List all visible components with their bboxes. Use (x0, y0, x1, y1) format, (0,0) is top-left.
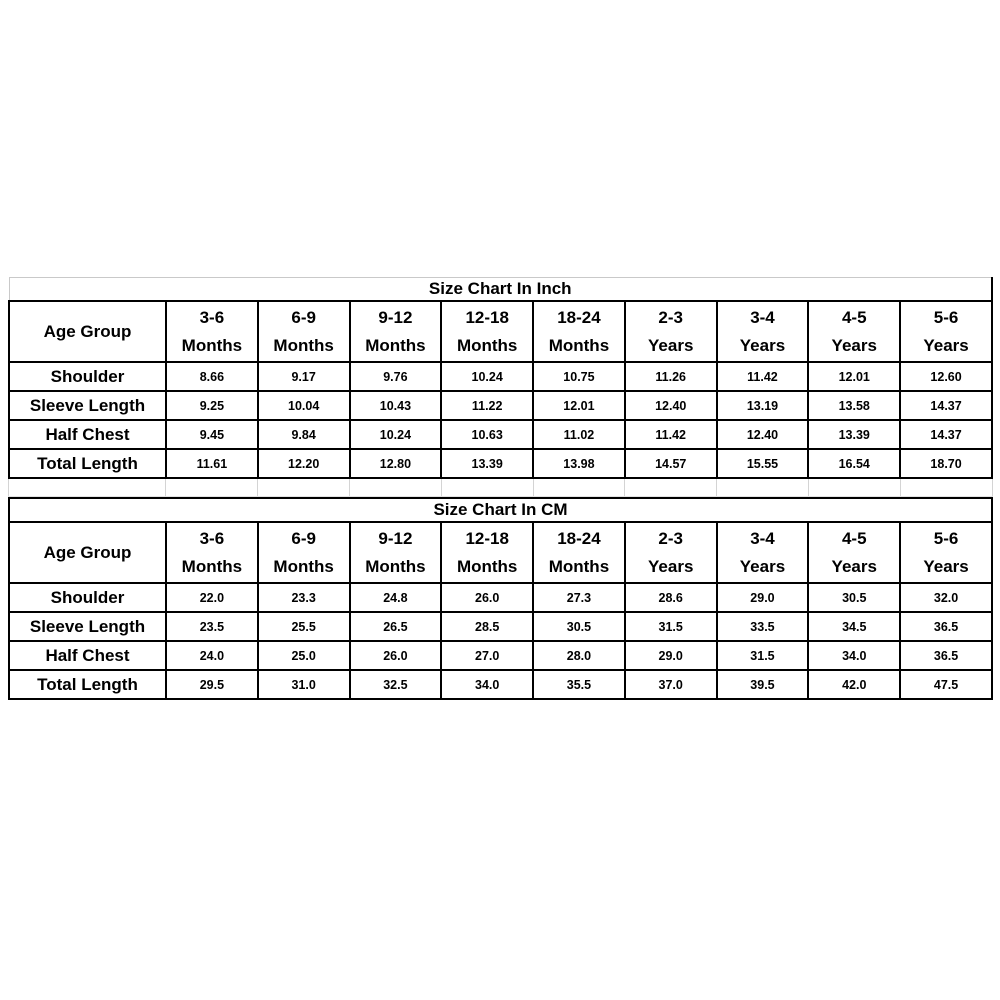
size-value: 26.0 (441, 583, 533, 612)
size-value: 12.60 (900, 362, 992, 391)
size-value: 14.57 (625, 449, 717, 478)
column-header-unit: Years (739, 335, 786, 355)
column-header-unit: Months (181, 335, 243, 355)
size-value: 22.0 (166, 583, 258, 612)
size-value: 13.58 (808, 391, 900, 420)
column-header-unit: Months (456, 556, 518, 576)
size-value: 11.26 (625, 362, 717, 391)
inch-column-header-6-9-months (258, 301, 350, 362)
inch-column-header-9-12-months (350, 301, 442, 362)
size-value: 27.0 (441, 641, 533, 670)
column-header-range: 3-6 (199, 528, 225, 548)
row-label: Shoulder (9, 583, 166, 612)
inch-table-title: Size Chart In Inch (9, 278, 992, 302)
column-header-unit: Months (273, 556, 334, 576)
size-value: 11.42 (625, 420, 717, 449)
size-value: 15.55 (717, 449, 809, 478)
size-value: 28.6 (625, 583, 717, 612)
size-value: 13.39 (441, 449, 533, 478)
size-value: 34.0 (441, 670, 533, 699)
cm-total-length-row (9, 670, 992, 699)
inch-total-length-row (9, 449, 992, 478)
size-value: 11.61 (166, 449, 258, 478)
size-value: 10.24 (441, 362, 533, 391)
inch-age-group-header: Age Group (9, 301, 166, 362)
inch-half-chest-row (9, 420, 992, 449)
column-header-range: 5-6 (933, 307, 959, 327)
column-header-unit: Years (739, 556, 786, 576)
size-value: 37.0 (625, 670, 717, 699)
size-value: 28.0 (533, 641, 625, 670)
column-header-range: 18-24 (557, 528, 601, 548)
size-value: 13.98 (533, 449, 625, 478)
cm-table-title: Size Chart In CM (9, 498, 992, 522)
size-value: 12.40 (625, 391, 717, 420)
column-header-unit: Months (181, 556, 243, 576)
size-value: 34.5 (808, 612, 900, 641)
column-header-range: 12-18 (465, 307, 509, 327)
inch-column-header-3-4-years (717, 301, 809, 362)
size-value: 14.37 (900, 391, 992, 420)
size-value: 11.42 (717, 362, 809, 391)
column-header-unit: Months (548, 556, 610, 576)
size-value: 12.01 (533, 391, 625, 420)
size-value: 10.43 (350, 391, 442, 420)
size-value: 24.8 (350, 583, 442, 612)
column-header-range: 12-18 (465, 528, 509, 548)
column-header-unit: Months (365, 556, 426, 576)
inch-column-header-2-3-years (625, 301, 717, 362)
size-chart-cm-table (8, 497, 993, 700)
row-label: Half Chest (9, 420, 166, 449)
empty-grid-row (8, 479, 993, 497)
cm-shoulder-row (9, 583, 992, 612)
size-value: 14.37 (900, 420, 992, 449)
size-value: 10.24 (350, 420, 442, 449)
size-value: 29.0 (625, 641, 717, 670)
column-header-unit: Months (273, 335, 334, 355)
size-value: 9.25 (166, 391, 258, 420)
size-value: 26.5 (350, 612, 442, 641)
column-header-unit: Years (831, 556, 877, 576)
size-value: 42.0 (808, 670, 900, 699)
size-value: 35.5 (533, 670, 625, 699)
size-value: 25.5 (258, 612, 350, 641)
size-value: 11.02 (533, 420, 625, 449)
size-value: 30.5 (808, 583, 900, 612)
row-label: Shoulder (9, 362, 166, 391)
size-value: 9.45 (166, 420, 258, 449)
cm-column-header-3-4-years (717, 522, 809, 583)
size-value: 13.19 (717, 391, 809, 420)
cm-column-header-5-6-years (900, 522, 992, 583)
size-value: 23.3 (258, 583, 350, 612)
column-header-range: 4-5 (841, 528, 867, 548)
size-value: 8.66 (166, 362, 258, 391)
cm-sleeve-length-row (9, 612, 992, 641)
inch-column-header-18-24-months (533, 301, 625, 362)
size-value: 9.84 (258, 420, 350, 449)
size-value: 25.0 (258, 641, 350, 670)
size-value: 12.01 (808, 362, 900, 391)
size-value: 10.75 (533, 362, 625, 391)
size-value: 36.5 (900, 641, 992, 670)
inch-column-header-5-6-years (900, 301, 992, 362)
cm-column-header-18-24-months (533, 522, 625, 583)
column-header-range: 6-9 (291, 528, 316, 548)
column-header-unit: Years (923, 335, 969, 355)
column-header-range: 3-4 (750, 528, 775, 548)
size-value: 24.0 (166, 641, 258, 670)
cm-column-header-3-6-months (166, 522, 258, 583)
size-value: 32.0 (900, 583, 992, 612)
column-header-unit: Months (456, 335, 518, 355)
size-value: 34.0 (808, 641, 900, 670)
size-value: 18.70 (900, 449, 992, 478)
column-header-unit: Months (548, 335, 610, 355)
column-header-range: 3-6 (199, 307, 225, 327)
size-value: 23.5 (166, 612, 258, 641)
column-header-unit: Years (648, 335, 694, 355)
row-label: Sleeve Length (9, 391, 166, 420)
size-value: 31.5 (717, 641, 809, 670)
cm-column-header-6-9-months (258, 522, 350, 583)
cm-column-header-9-12-months (350, 522, 442, 583)
size-value: 31.5 (625, 612, 717, 641)
row-label: Total Length (9, 449, 166, 478)
size-value: 30.5 (533, 612, 625, 641)
size-value: 12.20 (258, 449, 350, 478)
inch-shoulder-row (9, 362, 992, 391)
size-value: 31.0 (258, 670, 350, 699)
inch-sleeve-length-row (9, 391, 992, 420)
size-value: 36.5 (900, 612, 992, 641)
size-chart-inch-table (8, 277, 993, 479)
size-value: 32.5 (350, 670, 442, 699)
column-header-range: 5-6 (933, 528, 959, 548)
cm-age-group-header: Age Group (9, 522, 166, 583)
column-header-range: 4-5 (841, 307, 867, 327)
cm-column-header-2-3-years (625, 522, 717, 583)
size-value: 12.80 (350, 449, 442, 478)
size-value: 33.5 (717, 612, 809, 641)
size-value: 13.39 (808, 420, 900, 449)
column-header-range: 3-4 (750, 307, 775, 327)
column-header-unit: Years (648, 556, 694, 576)
size-chart-sheet (8, 277, 993, 700)
size-value: 16.54 (808, 449, 900, 478)
inch-column-header-3-6-months (166, 301, 258, 362)
size-value: 11.22 (441, 391, 533, 420)
cm-column-header-12-18-months (441, 522, 533, 583)
column-header-range: 18-24 (557, 307, 601, 327)
column-header-range: 9-12 (378, 307, 413, 327)
cm-half-chest-row (9, 641, 992, 670)
row-label: Sleeve Length (9, 612, 166, 641)
size-value: 29.0 (717, 583, 809, 612)
size-value: 10.04 (258, 391, 350, 420)
column-header-unit: Years (923, 556, 969, 576)
size-value: 9.17 (258, 362, 350, 391)
row-label: Total Length (9, 670, 166, 699)
size-value: 9.76 (350, 362, 442, 391)
inch-column-header-4-5-years (808, 301, 900, 362)
column-header-range: 6-9 (291, 307, 316, 327)
size-value: 12.40 (717, 420, 809, 449)
cm-column-header-4-5-years (808, 522, 900, 583)
column-header-unit: Months (365, 335, 426, 355)
inch-column-header-12-18-months (441, 301, 533, 362)
size-value: 29.5 (166, 670, 258, 699)
row-label: Half Chest (9, 641, 166, 670)
column-header-range: 9-12 (378, 528, 413, 548)
size-value: 39.5 (717, 670, 809, 699)
size-value: 26.0 (350, 641, 442, 670)
size-value: 28.5 (441, 612, 533, 641)
size-value: 47.5 (900, 670, 992, 699)
column-header-unit: Years (831, 335, 877, 355)
size-value: 10.63 (441, 420, 533, 449)
size-value: 27.3 (533, 583, 625, 612)
column-header-range: 2-3 (658, 528, 683, 548)
column-header-range: 2-3 (658, 307, 683, 327)
